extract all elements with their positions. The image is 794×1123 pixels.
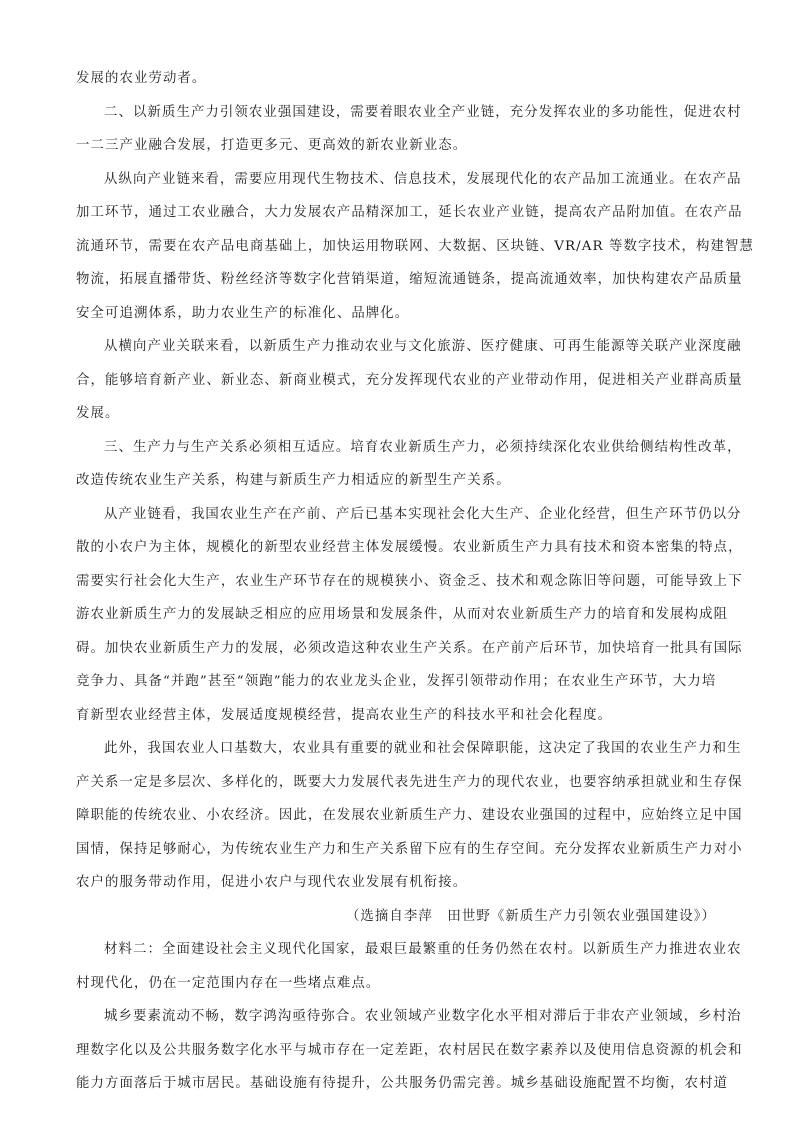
- text-line: 产关系一定是多层次、多样化的，既要大力发展代表先进生产力的现代农业，也要容纳承担就业和生存保: [76, 774, 743, 790]
- text-line: 游农业新质生产力的发展缺乏相应的应用场景和发展条件，从而对农业新质生产力的培育和发展构成阻: [76, 607, 729, 622]
- text-line: 发展。: [76, 406, 120, 421]
- text-line: 加工环节，通过工农业融合，大力发展农产品精深加工，延长农业产业链，提高农产品附加值。在农产品: [76, 205, 743, 220]
- text-line: 需要实行社会化大生产，农业生产环节存在的规模狭小、资金乏、技术和观念陈旧等问题，可能导致上下: [76, 573, 743, 589]
- text-line: 从横向产业关联来看，以新质生产力推动农业与文化旅游、医疗健康、可再生能源等关联产业深度融: [104, 339, 742, 354]
- text-line: 安全可追溯体系，助力农业生产的标准化、品牌化。: [76, 305, 410, 321]
- text-line: 从纵向产业链来看，需要应用现代生物技术、信息技术，发展现代化的农产品加工流通业。在农产品: [104, 171, 742, 187]
- text-line: 三、生产力与生产关系必须相互适应。培育农业新质生产力，必须持续深化农业供给侧结构性改革，: [104, 439, 742, 455]
- source-citation: （选摘自李萍 田世野《新质生产力引领农业强国建设》）: [345, 908, 716, 924]
- text-line: 理数字化以及公共服务数字化水平与城市存在一定差距，农村居民在数字素养以及使用信息资源的机会和: [76, 1042, 743, 1058]
- text-line: 材料二：全面建设社会主义现代化国家，最艰巨最繁重的任务仍然在农村。以新质生产力推进农业农: [104, 942, 742, 957]
- text-line: 发展的农业劳动者。: [76, 71, 207, 86]
- text-line: 从产业链看，我国农业生产在产前、产后已基本实现社会化大生产、企业化经营，但生产环节仍以分: [104, 506, 742, 522]
- text-line: 国情，保持足够耐心，为传统农业生产力和生产关系留下应有的生存空间。充分发挥农业新质生产力对小: [76, 841, 743, 857]
- text-line: 城乡要素流动不畅，数字鸿沟亟待弥合。农业领域产业数字化水平相对滞后于非农产业领域，乡村治: [104, 1009, 742, 1024]
- text-line: 流通环节，需要在农产品电商基础上，加快运用物联网、大数据、区块链、VR/AR 等数字技术，构建智慧: [76, 238, 754, 254]
- text-line: 能力方面落后于城市居民。基础设施有待提升，公共服务仍需完善。城乡基础设施配置不均衡，农村道: [76, 1076, 729, 1091]
- text-line: 合，能够培育新产业、新业态、新商业模式，充分发挥现代农业的产业带动作用，促进相关产业群高质量: [76, 372, 743, 388]
- text-line: 散的小农户为主体，规模化的新型农业经营主体发展缓慢。农业新质生产力具有技术和资本密集的特点，: [76, 540, 743, 555]
- text-line: 物流，拓展直播带货、粉丝经济等数字化营销渠道，缩短流通链条，提高流通效率，加快构建农产品质量: [76, 272, 743, 287]
- text-line: 竞争力、具备“并跑”甚至“领跑”能力的农业龙头企业，发挥引领带动作用；在农业生产环节，大力培: [76, 674, 717, 689]
- text-line: 障职能的传统农业、小农经济。因此，在发展农业新质生产力、建设农业强国的过程中，应始终立足中国: [76, 808, 743, 823]
- text-line: 农户的服务带动作用，促进小农户与现代农业发展有机衔接。: [76, 875, 468, 890]
- text-line: 二、以新质生产力引领农业强国建设，需要着眼农业全产业链，充分发挥农业的多功能性，促进农村: [104, 104, 742, 120]
- text-line: 一二三产业融合发展，打造更多元、更高效的新农业新业态。: [76, 138, 468, 153]
- text-line: 此外，我国农业人口基数大，农业具有重要的就业和社会保障职能，这决定了我国的农业生产力和生: [104, 741, 742, 756]
- text-line: 村现代化，仍在一定范围内存在一些堵点难点。: [76, 975, 381, 991]
- text-line: 改造传统农业生产关系，构建与新质生产力相适应的新型生产关系。: [76, 473, 511, 488]
- document-body: [76, 62, 754, 1101]
- text-line: 碍。加快农业新质生产力的发展，必须改造这种农业生产关系。在产前产后环节，加快培育一批具有国际: [76, 640, 743, 656]
- text-line: 育新型农业经营主体，发展适度规模经营，提高农业生产的科技水平和社会化程度。: [76, 707, 613, 723]
